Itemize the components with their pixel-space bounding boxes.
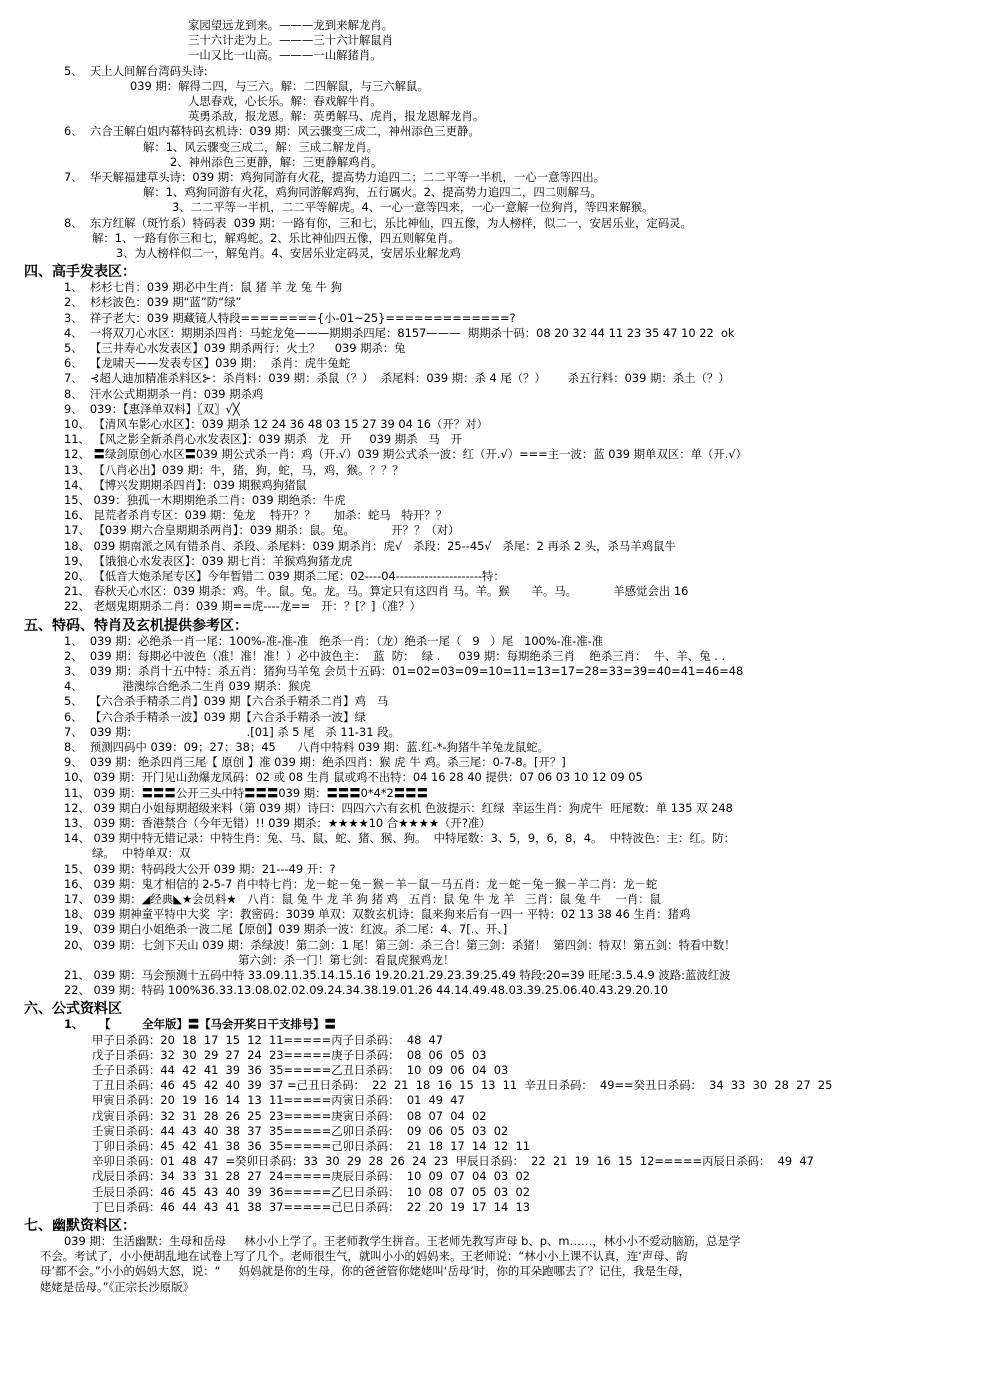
list-item: 21、 春秋天心水区：039 期杀：鸡。牛。鼠。兔。龙。马。算定只有这四肖 马。羊。猴 羊。马。 羊感觉会出 16	[64, 584, 689, 599]
table-row: 辛卯日杀码：01 48 47 =癸卯日杀码：33 30 29 28 26 24 23 甲辰日杀码： 22 21 19 16 15 12=====丙辰日杀码： 49 47	[92, 1154, 814, 1169]
table-row: 戊辰日杀码：34 33 31 28 27 24=====庚辰日杀码： 10 09 07 04 03 02	[92, 1169, 530, 1184]
table-row: 壬子日杀码：44 42 41 39 36 35=====乙丑日杀码： 10 09 06 04 03	[92, 1063, 509, 1077]
table-row: 甲寅日杀码：20 19 16 14 13 11=====丙寅日杀码： 01 49 47	[92, 1093, 465, 1108]
table-row: 壬寅日杀码：44 43 40 38 37 35=====乙卯日杀码： 09 06 05 03 02	[92, 1123, 509, 1138]
list-item: 第六剑：杀一门！第七剑：看鼠虎猴鸡龙！	[238, 952, 455, 967]
section-7-title: 七、幽默资料区：	[24, 1218, 136, 1234]
riddle-item-8: 8、 东方红解（斑竹系）特码表 039 期：一路有你，三和七，乐比神仙，四五像，为人榜样，似二一，安居乐业，定码灵。	[64, 215, 693, 230]
riddle-line: 三十六计走为上。———三十六计解鼠肖	[188, 33, 394, 48]
list-item: 18、 039 期南派之风有错杀肖、杀段、杀尾料：039 期杀肖：虎√ 杀段：25--45√ 杀尾：2 再杀 2 头，杀马羊鸡鼠牛	[64, 538, 676, 553]
list-item: 12、 〓绿剑原创心水区〓039 期公式杀一肖：鸡（开.√）039 期公式杀一波：红（开.√）===主一波：蓝 039 期单双区：单（开.√）	[64, 447, 748, 462]
list-item: 1、 杉杉七肖：039 期必中生肖：鼠 猪 羊 龙 兔 牛 狗	[64, 280, 342, 295]
riddle-item-7: 7、 华天解福建草头诗：039 期：鸡狗同游有火花，提高势力追四二；二二平等一半机，一心一意等四出。	[64, 170, 606, 184]
riddle-line: 解：1、风云骤变三成二，解：三成二解龙肖。	[143, 139, 379, 154]
list-item: 4、 港澳综合绝杀二生肖 039 期杀：猴虎	[64, 679, 311, 694]
riddle-item-5: 5、 天上人间解台湾码头诗:	[64, 63, 208, 78]
list-item: 绿。 中特单双：双	[92, 846, 191, 861]
list-item: 13、 039 期：香港禁合（今年无错）!! 039 期杀：★★★★10 合★★★★（开?准）	[64, 816, 491, 830]
table-row: 丁卯日杀码：45 42 41 38 36 35=====己卯日杀码： 21 18 17 14 12 11	[92, 1139, 530, 1153]
riddle-line: 3、为人榜样似二一，解兔肖。4、安居乐业定码灵，安居乐业解龙鸡	[116, 246, 461, 260]
list-item: 16、 昆荒者杀肖专区：039 期：兔龙 特开？？ 加杀：蛇马 特开？？	[64, 508, 448, 523]
list-item: 7、 ⊰超人迪加精准杀料区⊱：杀肖料：039 期：杀鼠（？） 杀尾料：039 期：杀 4 尾（？） 杀五行料：039 期：杀土（？）	[64, 371, 730, 386]
list-item: 16、 039 期：鬼才相信的 2-5-7 肖中特七肖：龙－蛇－兔－猴－羊－鼠－马五肖：龙－蛇－兔－猴－羊二肖：龙－蛇	[64, 876, 658, 891]
riddle-line: 人思春戏，心长乐。解：春戏解牛肖。	[188, 94, 382, 108]
riddle-line: 039 期：解得二四，与三六。解：二四解鼠，与三六解鼠。	[130, 78, 429, 93]
formula-header: 1、 【 全年版】〓【马会开奖日干支排号】〓	[64, 1017, 336, 1032]
list-item: 12、 039 期白小姐每期超级来料（第 039 期）诗曰：四四六六有玄机 色波提示：红绿 幸运生肖：狗虎牛 旺尾数：单 135 双 248	[64, 800, 733, 815]
list-item: 15、 039：独孤一木期期绝杀二肖：039 期绝杀：牛虎	[64, 493, 346, 507]
list-item: 1、 039 期：必绝杀一肖一尾：100%-准-准-准 绝杀一肖：（龙）绝杀一尾（ 9 ）尾 100%-准-准-准	[64, 633, 604, 648]
list-item: 17、 039 期：◢经典◣★会员料★ 八肖：鼠 兔 牛 龙 羊 狗 猪 鸡 五肖：鼠 兔 牛 龙 羊 三肖：鼠 兔 牛 一肖：鼠	[64, 892, 662, 906]
list-item: 8、 预测四码中 039：09；27；38；45 八肖中特料 039 期：蓝.红-*-狗猪牛羊兔龙鼠蛇。	[64, 740, 550, 754]
humor-line: 姥姥是岳母。”《正宗长沙原版》	[40, 1279, 194, 1294]
riddle-line: 3、二二平等一半机，二二平等解虎。4、一心一意等四来，一心一意解一位狗肖，等四来解猴。	[172, 200, 654, 215]
riddle-line: 2、神州添色三更静，解：三更静解鸡肖。	[170, 154, 383, 169]
list-item: 3、 祥子老大：039 期藏镜人特段========{小-01~25}=============?	[64, 310, 516, 325]
section-5-title: 五、特码、特肖及玄机提供参考区：	[24, 617, 248, 634]
list-item: 22、 039 期：特码 100%36.33.13.08.02.02.09.24.34.38.19.01.26 44.14.49.48.03.39.25.06.40.43.29.20.10	[64, 983, 668, 998]
list-item: 15、 039 期：特码段大公开 039 期：21---49 开：?	[64, 861, 336, 876]
list-item: 5、 【三井寿心水发表区】039 期杀两行：火土？ 039 期杀：兔	[64, 341, 406, 355]
riddle-item-6: 6、 六合王解白姐内幕特码玄机诗：039 期：风云骤变三成二，神州添色三更静。	[64, 124, 480, 139]
table-row: 戊子日杀码：32 30 29 27 24 23=====庚子日杀码： 08 06 05 03	[92, 1047, 487, 1062]
list-item: 9、 039：【惠泽单双料】〖双〗√╳	[64, 401, 240, 416]
humor-line: 不会。考试了，小小便胡乱地在试卷上写了几个。老师很生气，就叫小小的妈妈来。王老师说：“林小小上课不认真，连‘声母、韵	[40, 1249, 688, 1264]
list-item: 19、 039 期白小姐绝杀一波二尾【原创】039 期杀一波：红波。杀二尾：4、7[.、开、]	[64, 922, 508, 937]
list-item: 22、 老烟鬼期期杀二肖：039 期==虎----龙== 开：？[？]（准？）	[64, 599, 422, 614]
list-item: 6、 【六合杀手精杀一波】039 期【六合杀手精杀一波】绿	[64, 709, 366, 724]
list-item: 21、 039 期：马会预测十五码中特 33.09.11.35.14.15.16 19.20.21.29.23.39.25.49 特段:20=39 旺尾:3.5.4.9 波路:蓝波红波	[64, 968, 731, 982]
riddle-line: 家园望远龙到来。———龙到来解龙肖。	[188, 18, 394, 32]
riddle-line: 一山又比一山高。———一山解猪肖。	[188, 48, 382, 63]
table-row: 壬辰日杀码：46 45 43 40 39 36=====乙巳日杀码： 10 08 07 05 03 02	[92, 1184, 530, 1199]
list-item: 14、 039 期中特无错记录：中特生肖：兔、马、鼠、蛇、猪、猴、狗。 中特尾数：3、5，9，6，8，4。 中特波色：主：红。防：	[64, 831, 735, 846]
list-item: 2、 杉杉波色：039 期“蓝”防“绿”	[64, 295, 242, 310]
list-item: 8、 汗水公式期期杀一肖：039 期杀鸡	[64, 386, 264, 401]
list-item: 20、 039 期：七剑下天山 039 期：杀绿波！第二剑：1 尾！第三剑：杀三合！第三剑：杀猪！ 第四剑：特双！第五剑：特看中数！	[64, 937, 736, 952]
table-row: 丁丑日杀码：46 45 42 40 39 37 =己丑日杀码： 22 21 18 16 15 13 11 辛丑日杀码： 49==癸丑日杀码： 34 33 30 28 27 25	[92, 1078, 833, 1093]
list-item: 14、 【博兴发期期杀四肖】：039 期猴鸡狗猪鼠	[64, 477, 307, 492]
list-item: 2、 039 期：每期必中波色（准！准！准！）必中波色主： 蓝 防： 绿 . 039 期：每期绝杀三肖 绝杀三肖： 牛、羊、兔 . .	[64, 648, 726, 663]
list-item: 4、 一将双刀心水区：期期杀四肖：马蛇龙兔———期期杀四尾：8157——— 期期杀十码：08 20 32 44 11 23 35 47 10 22 ok	[64, 325, 735, 340]
list-item: 19、 【饿狼心水发表区】：039 期七肖：羊猴鸡狗猪龙虎	[64, 553, 353, 568]
table-row: 戊寅日杀码：32 31 28 26 25 23=====庚寅日杀码： 08 07 04 02	[92, 1108, 487, 1123]
riddle-line: 解：1、一路有你三和七，解鸡蛇。2、乐比神仙四五像，四五则解兔肖。	[92, 230, 460, 245]
list-item: 11、 039 期：〓〓〓公开三头中特〓〓〓039 期：〓〓〓0*4*2〓〓〓	[64, 785, 428, 800]
list-item: 18、 039 期神童平特中大奖 字：教密码：3039 单双：双数玄机诗：鼠来狗来后有一四一 平特：02 13 38 46 生肖：猪鸡	[64, 907, 691, 922]
list-item: 9、 039 期：绝杀四肖三尾【 原创 】准 039 期：绝杀四肖：猴 虎 牛 鸡。杀三尾：0-7-8。[开？]	[64, 755, 566, 770]
table-row: 甲子日杀码：20 18 17 15 12 11=====丙子日杀码： 48 47	[92, 1032, 444, 1047]
list-item: 11、 【风之影全新杀肖心水发表区】：039 期杀 龙 开 039 期杀 马 开	[64, 432, 463, 447]
humor-line: 母’都不会。”小小的妈妈大怒，说：“ 妈妈就是你的生母，你的爸爸管你姥姥叫‘岳母’时，你的耳朵跑哪去了？记住，我是生母，	[40, 1264, 691, 1279]
table-row: 丁巳日杀码：46 44 43 41 38 37=====己巳日杀码： 22 20 19 17 14 13	[92, 1199, 530, 1214]
list-item: 6、 【龙啸天——发表专区】039 期： 杀肖：虎牛兔蛇	[64, 356, 351, 371]
list-item: 13、 【八肖必出】039 期：牛，猪，狗，蛇，马，鸡，猴。？？？	[64, 462, 404, 477]
list-item: 10、 【清风车影心水区】：039 期杀 12 24 36 48 03 15 27 39 04 16（开？对）	[64, 417, 488, 431]
list-item: 10、 039 期：开门见山劲爆龙凤码：02 或 08 生肖 鼠或鸡不出特：04 16 28 40 提供：07 06 03 10 12 09 05	[64, 770, 643, 785]
humor-line: 039 期：生活幽默：生母和岳母 林小小上学了。王老师教学生拼音。王老师先教写声母 b、p、m……，林小小不爱动脑筋，总是学	[64, 1234, 741, 1248]
list-item: 20、 【低音大炮杀尾专区】今年暂错二 039 期杀二尾：02----04---------------------特：	[64, 569, 505, 583]
section-6-title: 六、公式资料区	[24, 1001, 122, 1018]
section-4-title: 四、高手发表区：	[24, 264, 136, 281]
riddle-line: 英勇杀敌，报龙恩。解：英勇解马、虎肖，报龙恩解龙肖。	[188, 109, 485, 124]
list-item: 7、 039 期： .[01] 杀 5 尾 杀 11-31 段。	[64, 724, 400, 739]
list-item: 17、 【039 期六合皇期期杀两肖】：039 期杀：鼠。兔。 开？？（对）	[64, 523, 460, 538]
riddle-line: 解：1、鸡狗同游有火花，鸡狗同游解鸡狗，五行属火。2、提高势力追四二，四二则解马。	[143, 185, 602, 200]
list-item: 3、 039 期：杀肖十五中特：杀五肖：猪狗马羊兔 会员十五码：01=02=03=09=10=11=13=17=28=33=39=40=41=46=48	[64, 664, 744, 678]
list-item: 5、 【六合杀手精杀二肖】039 期【六合杀手精杀二肖】鸡 马	[64, 694, 389, 709]
